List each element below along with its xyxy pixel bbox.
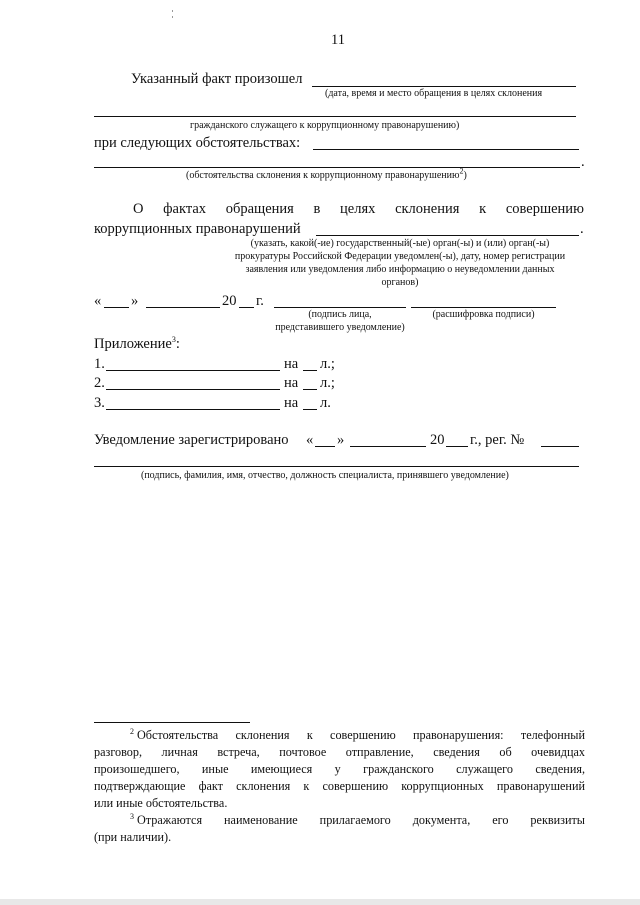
reg-day-line[interactable] [315, 446, 335, 447]
appeal-input-line[interactable] [316, 235, 579, 236]
appeal-word: в [313, 201, 321, 217]
signature-decode-line[interactable] [411, 307, 556, 308]
scan-bottom-edge [0, 899, 640, 905]
sign-quote-open: « [94, 293, 102, 309]
footnote-3-sup: 3 [130, 811, 134, 821]
footnote-2-line: подтверждающие факт склонения к совершению коррупционных правонарушений [94, 779, 585, 793]
sign-quote-close: » [131, 293, 139, 309]
attachment-pages-line[interactable] [303, 370, 317, 371]
appeal-word: к [479, 201, 487, 217]
appeal-line-2: коррупционных правонарушений [94, 221, 301, 237]
reg-month-line[interactable] [350, 446, 426, 447]
sign-year-prefix: 20 [222, 293, 237, 309]
attachment-pages-line[interactable] [303, 409, 317, 410]
footnote-3-first: Отражаются наименование прилагаемого документа, его реквизиты [137, 813, 585, 827]
appeal-hint-4: органов) [381, 277, 419, 288]
sign-year-suffix: г. [256, 293, 264, 309]
sign-day-line[interactable] [104, 307, 129, 308]
footnote-2-line-1 [130, 728, 585, 743]
appeal-hint-3: заявления или уведомления либо информацию о неуведомлении данных [245, 264, 555, 275]
attachment-tail: л. [320, 395, 331, 411]
page-number: 11 [331, 32, 345, 48]
reg-year-line[interactable] [446, 446, 468, 447]
appeal-word: фактах [163, 201, 207, 217]
reg-quote-close: » [337, 432, 345, 448]
circumstances-end-dot: . [581, 154, 585, 170]
appeal-word: совершению [505, 201, 584, 217]
attachment-num: 3. [94, 395, 105, 411]
attachment-name-line[interactable] [106, 370, 280, 371]
attachment-na: на [284, 395, 299, 411]
footnote-3-line-1 [130, 813, 585, 828]
reg-number-line[interactable] [541, 446, 579, 447]
footnote-2-first: Обстоятельства склонения к совершению правонарушения: телефонный [137, 728, 585, 742]
appeal-word: целях [340, 201, 376, 217]
appeal-word: О [133, 201, 144, 217]
registration-label: Уведомление зарегистрировано [94, 432, 289, 448]
circumstances-input-line-2[interactable] [94, 167, 580, 168]
fact-label: Указанный факт произошел [131, 71, 303, 87]
reg-signature-line[interactable] [94, 466, 579, 467]
attachment-pages-line[interactable] [303, 389, 317, 390]
footnote-2-sup: 2 [130, 726, 134, 736]
appeal-line-1 [133, 201, 584, 218]
footnote-3-last: (при наличии). [94, 830, 172, 844]
fact-input-line[interactable] [312, 86, 576, 87]
attachment-na: на [284, 356, 299, 372]
fact-hint-1: (дата, время и место обращения в целях склонения [325, 88, 543, 99]
attachment-na: на [284, 375, 299, 391]
reg-year-suffix: г., рег. № [470, 432, 525, 448]
attachment-name-line[interactable] [106, 409, 280, 410]
appeal-word: обращения [225, 201, 294, 217]
attachments-title: Приложение$^3$: [94, 335, 180, 352]
scan-dot [172, 16, 173, 18]
appeal-hint-1: (указать, какой(-ие) государственный(-ые) орган(-ы) и (или) орган(-ы) [250, 238, 550, 249]
sign-year-line[interactable] [239, 307, 254, 308]
attachment-num: 2. [94, 375, 105, 391]
reg-quote-open: « [306, 432, 314, 448]
footnote-separator [94, 722, 250, 723]
appeal-end-dot: . [580, 221, 584, 237]
scan-dot [172, 10, 173, 12]
circumstances-label: при следующих обстоятельствах: [94, 135, 301, 151]
circumstances-input-line[interactable] [313, 149, 579, 150]
footnote-2-line: произошедшего, иные имеющиеся у гражданского служащего сведения, [94, 762, 585, 776]
fact-input-line-2[interactable] [94, 116, 576, 117]
attachment-tail: л.; [320, 356, 335, 372]
registration-hint: (подпись, фамилия, имя, отчество, должность специалиста, принявшего уведомление) [141, 470, 509, 481]
sign-hint-2: представившего уведомление) [275, 322, 405, 333]
decode-hint: (расшифровка подписи) [432, 309, 535, 320]
fact-hint-2: гражданского служащего к коррупционному правонарушению) [190, 120, 460, 131]
appeal-word: склонения [395, 201, 460, 217]
attachment-tail: л.; [320, 375, 335, 391]
appeal-hint-2: прокуратуры Российской Федерации уведомлен(-ы), дату, номер регистрации [234, 251, 566, 262]
circumstances-hint: (обстоятельства склонения к коррупционному правонарушению$^2$) [186, 166, 467, 181]
sign-month-line[interactable] [146, 307, 220, 308]
attachment-name-line[interactable] [106, 389, 280, 390]
reg-year-prefix: 20 [430, 432, 445, 448]
footnote-2-last: или иные обстоятельства. [94, 796, 228, 810]
sign-hint-1: (подпись лица, [308, 309, 372, 320]
signature-line[interactable] [274, 307, 406, 308]
footnote-2-line: разговор, личная встреча, почтовое отправление, сведения об очевидцах [94, 745, 585, 759]
attachment-num: 1. [94, 356, 105, 372]
